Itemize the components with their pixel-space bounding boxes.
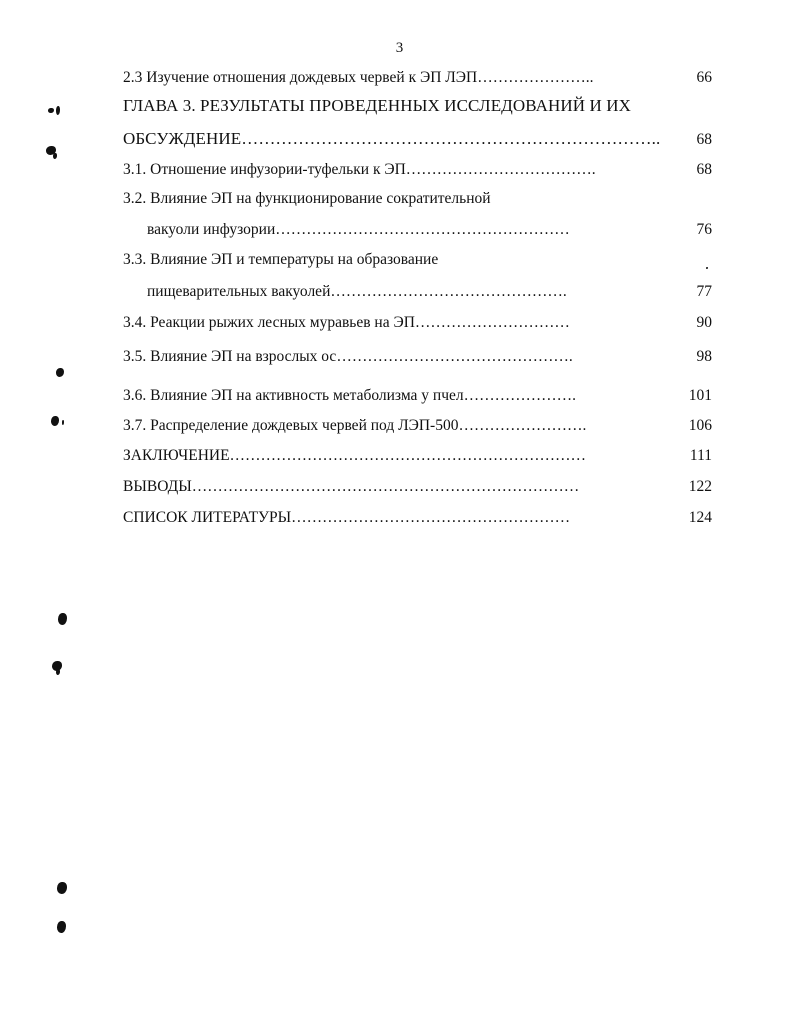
toc-entry-page: 77 xyxy=(696,283,712,300)
toc-entry-title: 3.7. Распределение дождевых червей под ЛЭП-500……………………. xyxy=(123,417,587,434)
toc-entry-title: ГЛАВА 3. РЕЗУЛЬТАТЫ ПРОВЕДЕННЫХ ИССЛЕДОВАНИЙ И ИХ xyxy=(123,96,631,115)
toc-entry-page: 124 xyxy=(688,509,712,526)
toc-entry-page: 68 xyxy=(696,161,712,178)
toc-entry-page: 68 xyxy=(696,131,712,148)
toc-entry-title-continued: пищеварительных вакуолей………………………………………. xyxy=(147,283,567,300)
toc-entry-title: 3.2. Влияние ЭП на функционирование сократительной xyxy=(123,190,491,207)
toc-entry-title: 3.4. Реакции рыжих лесных муравьев на ЭП………………………… xyxy=(123,314,570,331)
toc-entry-page: 111 xyxy=(689,447,712,464)
toc-entry-page: 98 xyxy=(696,348,712,365)
toc-entry-title-continued: ОБСУЖДЕНИЕ……………………………………………………………….. xyxy=(123,129,661,148)
toc-entry-page: 122 xyxy=(688,478,712,495)
toc-entry-title: 3.3. Влияние ЭП и температуры на образование xyxy=(123,251,439,268)
page-number: 3 xyxy=(395,40,404,56)
toc-entry-page: 90 xyxy=(696,314,712,331)
toc-entry-title-continued: вакуоли инфузории………………………………………………… xyxy=(147,221,570,238)
toc-entry-title: ЗАКЛЮЧЕНИЕ…………………………………………………………… xyxy=(123,447,587,464)
toc-entry-title: 2.3 Изучение отношения дождевых червей к ЭП ЛЭП………………….. xyxy=(123,69,594,86)
toc-entry-page: 66 xyxy=(696,69,712,86)
toc-entry-title: 3.6. Влияние ЭП на активность метаболизма у пчел…………………. xyxy=(123,387,576,404)
toc-entry-page: 106 xyxy=(688,417,712,434)
toc-entry-title: 3.1. Отношение инфузории-туфельки к ЭП………………………………. xyxy=(123,161,596,178)
toc-entry-page: 101 xyxy=(688,387,712,404)
toc-entry-title: СПИСОК ЛИТЕРАТУРЫ……………………………………………… xyxy=(123,509,571,526)
toc-entry-title: 3.5. Влияние ЭП на взрослых ос………………………………………. xyxy=(123,348,573,365)
toc-entry-title: ВЫВОДЫ………………………………………………………………… xyxy=(123,478,580,495)
toc-entry-page: 76 xyxy=(696,221,712,238)
